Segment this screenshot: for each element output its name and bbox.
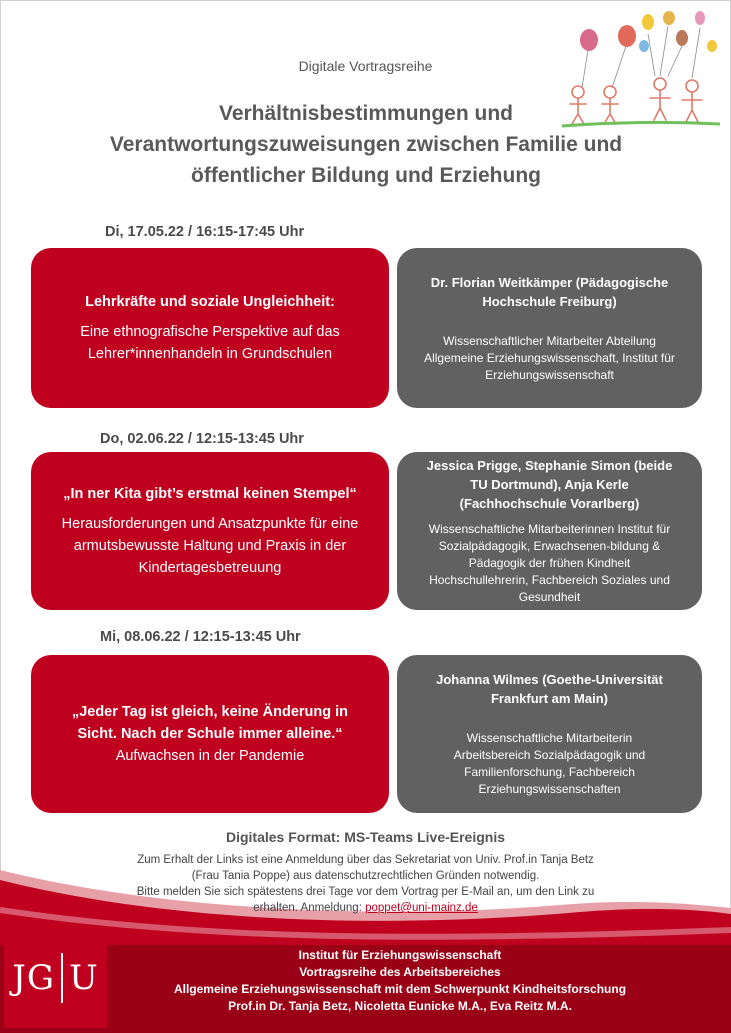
- speaker-name: Jessica Prigge, Stephanie Simon (beide TU Dortmund), Anja Kerle (Fachhochschule Vorarlberg): [426, 458, 673, 511]
- note-line: [120, 900, 611, 916]
- speaker-box: [397, 248, 702, 408]
- event-date: Mi, 08.06.22 / 12:15-13:45 Uhr: [100, 629, 301, 645]
- talk-box: [31, 655, 389, 813]
- logo-divider: [61, 953, 63, 1003]
- logo-text-right: U: [69, 958, 99, 998]
- registration-note: [120, 852, 611, 916]
- logo-text-left: JG: [12, 958, 56, 998]
- note-line: Bitte melden Sie sich spätestens drei Tage vor dem Vortrag per E-Mail an, um den Link zu: [136, 886, 595, 898]
- talk-box: [31, 452, 389, 610]
- footer-line: Institut für Erziehungswissenschaft: [298, 948, 502, 962]
- page-title: [60, 98, 672, 191]
- email-link[interactable]: poppet@uni-mainz.de: [365, 902, 478, 914]
- speaker-box: [397, 452, 702, 610]
- talk-title: „In ner Kita gibt’s erstmal keinen Stempel“: [63, 486, 357, 502]
- talk-title: „Jeder Tag ist gleich, keine Änderung in Sicht. Nach der Schule immer alleine.“: [71, 704, 349, 742]
- speaker-role: Wissenschaftlicher Mitarbeiter Abteilung Allgemeine Erziehungswissenschaft, Institut für Erziehungswissenschaft: [424, 333, 675, 382]
- speaker-role: Wissenschaftliche Mitarbeiterin Arbeitsbereich Sozialpädagogik und Familienforschung, Fachbereich Erziehungswissenschaften: [453, 731, 646, 796]
- format-heading: Digitales Format: MS-Teams Live-Ereignis: [225, 829, 506, 845]
- talk-subtitle: Aufwachsen in der Pandemie: [115, 748, 305, 764]
- footer-info: [120, 947, 680, 1015]
- footer-line: Vortragsreihe des Arbeitsbereiches: [299, 965, 501, 979]
- jgu-logo: [4, 928, 107, 1028]
- series-label: Digitale Vortragsreihe: [298, 58, 433, 74]
- title-line: Verantwortungszuweisungen zwischen Familie und: [109, 133, 623, 156]
- title-line: Verhältnisbestimmungen und: [218, 102, 514, 125]
- note-line: (Frau Tania Poppe) aus datenschutzrechtlichen Gründen notwendig.: [191, 870, 540, 882]
- speaker-role: Wissenschaftliche Mitarbeiterinnen Institut für Sozialpädagogik, Erwachsenen-bildung & Pädagogik der frühen Kindheit Hochschullehrerin, Fachbereich Soziales und Gesundheit: [428, 522, 671, 604]
- event-date: Di, 17.05.22 / 16:15-17:45 Uhr: [105, 224, 305, 240]
- speaker-name: Johanna Wilmes (Goethe-Universität Frankfurt am Main): [436, 672, 663, 706]
- talk-subtitle: Herausforderungen und Ansatzpunkte für eine armutsbewusste Haltung und Praxis in der Kindertagesbetreuung: [61, 516, 359, 576]
- speaker-name: Dr. Florian Weitkämper (Pädagogische Hochschule Freiburg): [430, 274, 669, 309]
- talk-title: Lehrkräfte und soziale Ungleichheit:: [85, 294, 335, 310]
- note-text: erhalten. Anmeldung:: [253, 902, 362, 914]
- footer-line: Prof.in Dr. Tanja Betz, Nicoletta Eunicke M.A., Eva Reitz M.A.: [228, 999, 572, 1013]
- title-line: öffentlicher Bildung und Erziehung: [191, 164, 541, 187]
- note-line: Zum Erhalt der Links ist eine Anmeldung über das Sekretariat von Univ. Prof.in Tanja Betz: [137, 854, 594, 866]
- footer-line: Allgemeine Erziehungswissenschaft mit dem Schwerpunkt Kindheitsforschung: [173, 982, 627, 996]
- talk-box: [31, 248, 389, 408]
- speaker-box: [397, 655, 702, 813]
- event-date: Do, 02.06.22 / 12:15-13:45 Uhr: [100, 431, 304, 447]
- talk-subtitle: Eine ethnografische Perspektive auf das Lehrer*innenhandeln in Grundschulen: [80, 324, 340, 362]
